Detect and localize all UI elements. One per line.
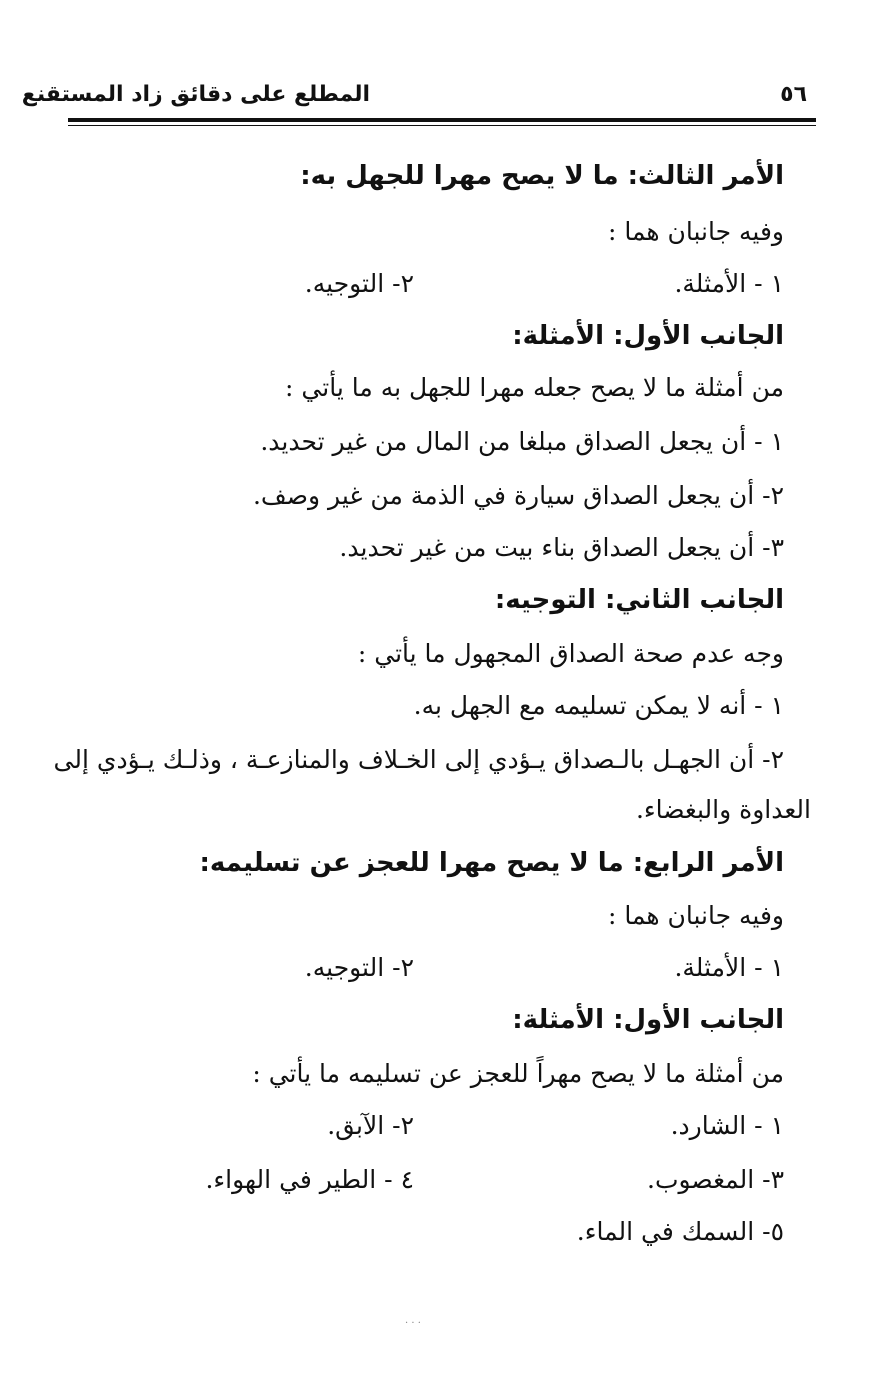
section-heading: الأمر الثالث: ما لا يصح مهرا للجهل به: (300, 161, 784, 191)
subsection-heading: الجانب الأول: الأمثلة: (512, 321, 784, 351)
list-item: ١ - الشارد. (670, 1111, 784, 1140)
list-item: ٤ - الطير في الهواء. (205, 1165, 414, 1194)
list-item: ٢- أن يجعل الصداق سيارة في الذمة من غير وصف. (252, 481, 784, 510)
paragraph: وفيه جانبان هما : (607, 901, 784, 930)
paragraph: من أمثلة ما لا يصح مهراً للعجز عن تسليمه ما يأتي : (252, 1059, 784, 1088)
subsection-heading: الجانب الأول: الأمثلة: (512, 1005, 784, 1035)
examples-row (205, 1162, 784, 1198)
aspects-row (244, 266, 784, 302)
examples-row (244, 1108, 784, 1144)
scan-speck: · · · (405, 1318, 421, 1329)
aspect-item: ٢- التوجيه. (304, 953, 414, 982)
section-heading: الأمر الرابع: ما لا يصح مهرا للعجز عن تسليمه: (199, 848, 784, 878)
subsection-heading: الجانب الثاني: التوجيه: (494, 585, 784, 615)
aspect-item: ٢- التوجيه. (304, 269, 414, 298)
list-item: ١ - أنه لا يمكن تسليمه مع الجهل به. (413, 691, 784, 720)
paragraph: وجه عدم صحة الصداق المجهول ما يأتي : (357, 639, 784, 668)
list-item: ٢- الآبق. (327, 1111, 414, 1140)
aspects-row (244, 950, 784, 986)
list-item: ٣- أن يجعل الصداق بناء بيت من غير تحديد. (339, 533, 784, 562)
list-item-continuation: العداوة والبغضاء. (635, 795, 811, 824)
paragraph: من أمثلة ما لا يصح جعله مهرا للجهل به ما يأتي : (285, 373, 784, 402)
list-item: ٥- السمك في الماء. (576, 1217, 784, 1246)
aspect-item: ١ - الأمثلة. (674, 953, 784, 982)
list-item: ٢- أن الجهـل بالـصداق يـؤدي إلى الخـلاف والمنازعـة ، وذلـك يـؤدي إلى (53, 745, 784, 774)
running-header-title: المطلع على دقائق زاد المستقنع (21, 82, 370, 107)
aspect-item: ١ - الأمثلة. (674, 269, 784, 298)
header-rule-thick (68, 118, 816, 122)
list-item: ٣- المغصوب. (647, 1165, 784, 1194)
header-rule-thin (68, 125, 816, 126)
page-number: ٥٦ (780, 82, 807, 107)
list-item: ١ - أن يجعل الصداق مبلغا من المال من غير تحديد. (260, 427, 784, 456)
paragraph: وفيه جانبان هما : (607, 217, 784, 246)
